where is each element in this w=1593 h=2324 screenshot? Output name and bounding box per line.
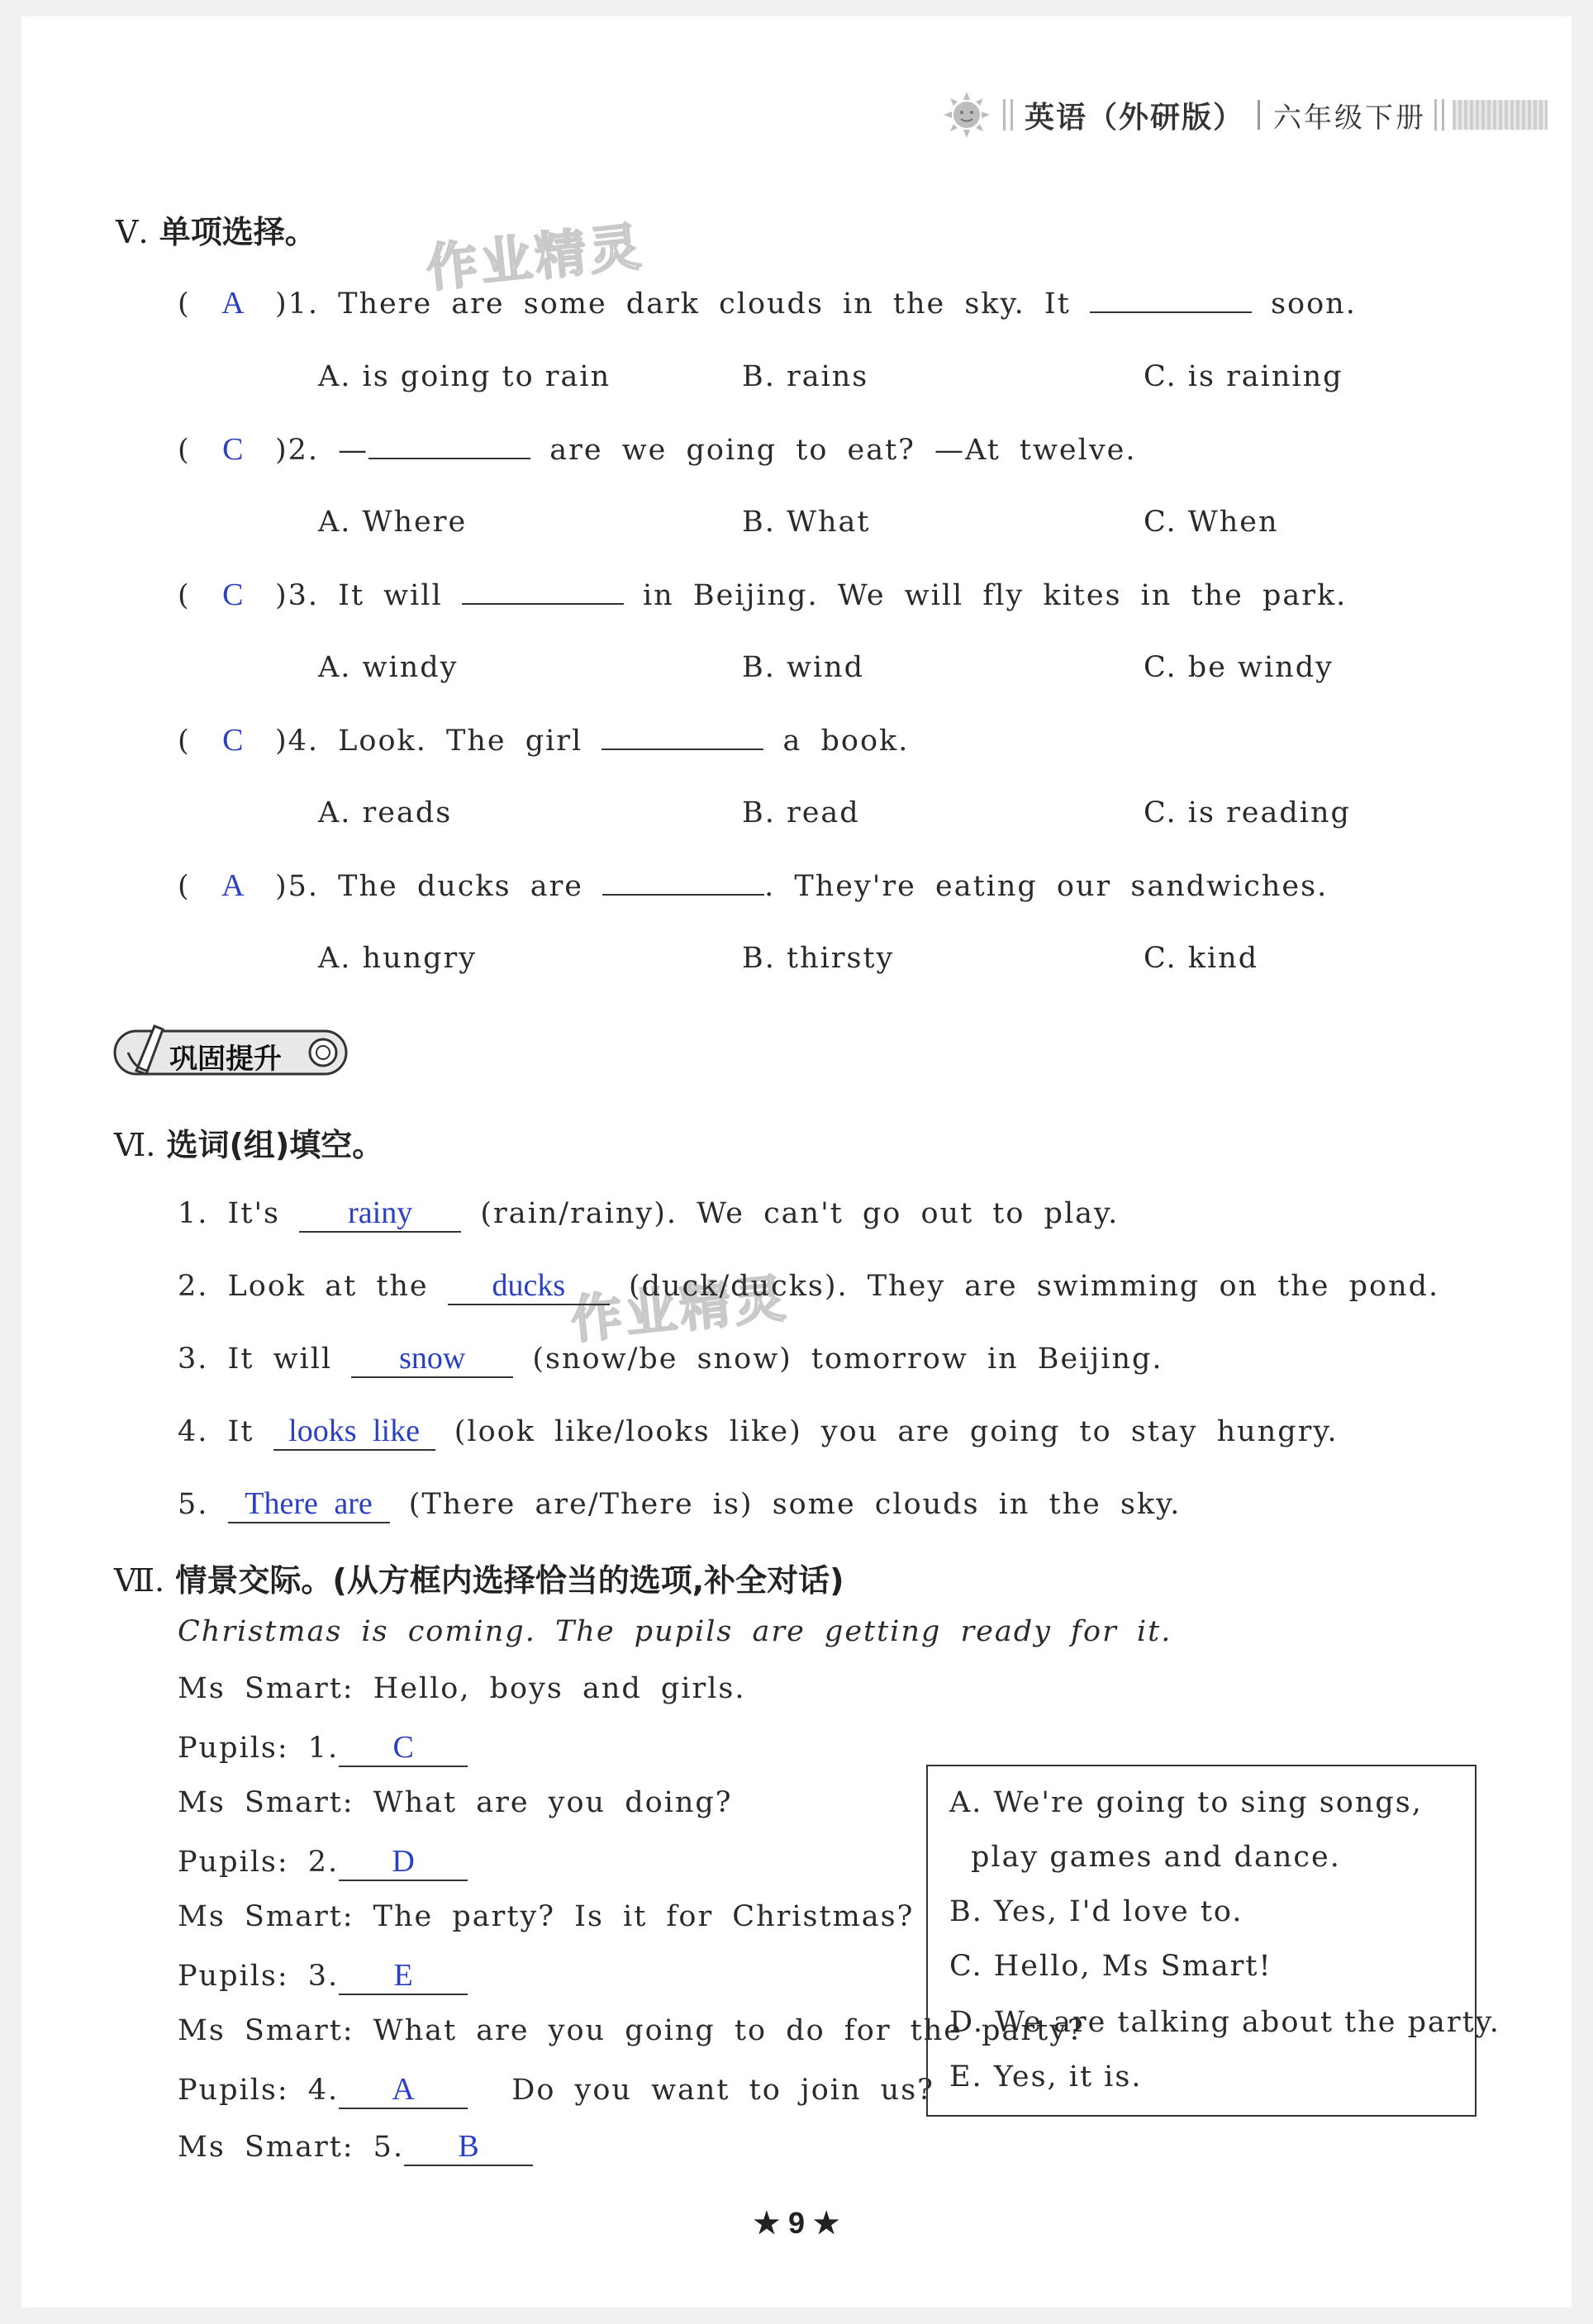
section-6-roman: Ⅵ. [114, 1127, 156, 1163]
watermark-top: 作业精灵 [423, 216, 647, 299]
section-7-title [114, 1555, 844, 1600]
section-6-title [114, 1119, 383, 1165]
section-badge [112, 1023, 351, 1081]
mc-4-option-c: C. is reading [1144, 796, 1351, 829]
mc-answer-1: A [221, 286, 245, 321]
mc-5-option-a: A. hungry [318, 942, 478, 975]
mc-answer-3: C [222, 577, 244, 612]
header-divider-bars [1003, 99, 1013, 131]
dialog-line-1: Ms Smart: Hello, boys and girls. [178, 1672, 746, 1705]
mc-4-option-a: A. reads [318, 796, 453, 829]
dialog-line-7: Ms Smart: What are you going to do for the party? [178, 2014, 1085, 2047]
mc-blank-5 [602, 869, 764, 896]
mc-num-3: )3. [274, 579, 319, 612]
fill-num-1: 1. [178, 1197, 209, 1230]
mc-answer-5: A [221, 868, 245, 903]
dialog-line-6-text: Pupils: 3. [178, 1960, 340, 1993]
section-7-roman: Ⅶ. [114, 1562, 165, 1599]
mc-5-option-c: C. kind [1144, 942, 1259, 975]
fill-pre-3: It will [227, 1343, 333, 1376]
mc-stem-4: Look. The girl [338, 725, 583, 758]
dialog-line-6 [178, 1957, 468, 1995]
section-5-roman: Ⅴ. [116, 214, 149, 250]
fill-item-5 [178, 1485, 1181, 1523]
mc-answer-4: C [222, 723, 244, 758]
header-shade-bar [1453, 100, 1548, 130]
header-separator [1258, 100, 1260, 130]
mc-1-option-a: A. is going to rain [318, 360, 611, 393]
dialog-line-8-after: Do you want to join us? [511, 2074, 934, 2107]
dialog-intro: Christmas is coming. The pupils are getting ready for it. [178, 1615, 1172, 1648]
box-option-a: A. We're going to sing songs, [949, 1786, 1423, 1819]
mc-1-option-b: B. rains [742, 360, 869, 393]
dialog-answer-4: A [339, 2071, 468, 2109]
paren-open: ( [178, 434, 191, 467]
dialog-line-8 [178, 2071, 934, 2109]
mc-stem-1: There are some dark clouds in the sky. It [338, 288, 1071, 321]
section-5-label: 单项选择。 [159, 214, 316, 250]
paren-open: ( [178, 725, 191, 758]
fill-item-4 [178, 1413, 1339, 1451]
fill-pre-2: Look at the [227, 1270, 429, 1303]
section-5-title [116, 207, 316, 252]
fill-pre-1: It's [227, 1197, 281, 1230]
mc-num-2: )2. [274, 434, 319, 467]
dialog-line-8-text: Pupils: 4. [178, 2074, 340, 2107]
dialog-answer-2: D [339, 1843, 468, 1881]
fill-num-3: 3. [178, 1343, 209, 1376]
mc-tail-5: . They're eating our sandwiches. [764, 870, 1329, 903]
fill-answer-5: There are [228, 1485, 390, 1523]
dialog-line-4 [178, 1843, 468, 1881]
mc-blank-2 [369, 433, 530, 459]
header-grade: 六年级下册 [1273, 101, 1427, 135]
mc-question-4 [178, 722, 909, 758]
page-header [942, 86, 1570, 144]
dialog-line-4-text: Pupils: 2. [178, 1846, 340, 1879]
dialog-line-9-text: Ms Smart: 5. [178, 2131, 405, 2164]
mc-tail-3: in Beijing. We will fly kites in the park. [642, 579, 1348, 612]
mc-num-4: )4. [274, 725, 319, 758]
mc-1-option-c: C. is raining [1144, 360, 1343, 393]
mc-blank-3 [462, 578, 624, 605]
fill-answer-4: looks like [273, 1413, 435, 1451]
box-option-a-cont: play games and dance. [971, 1841, 1341, 1874]
mc-stem-5: The ducks are [338, 870, 584, 903]
dialog-answer-3: E [339, 1957, 468, 1995]
mc-answer-2: C [222, 432, 244, 467]
dialog-answer-5: B [404, 2128, 533, 2166]
fill-num-5: 5. [178, 1488, 209, 1521]
mc-tail-2: are we going to eat? —At twelve. [549, 434, 1137, 467]
mc-num-1: )1. [274, 288, 319, 321]
mc-num-5: )5. [274, 870, 319, 903]
watermark-middle: 作业精灵 [568, 1267, 792, 1351]
mc-question-5 [178, 867, 1328, 904]
box-option-c: C. Hello, Ms Smart! [949, 1950, 1272, 1983]
box-option-e: E. Yes, it is. [949, 2060, 1143, 2094]
mc-2-option-c: C. When [1144, 506, 1279, 539]
fill-answer-3: snow [351, 1340, 513, 1378]
dialog-answer-1: C [339, 1729, 468, 1767]
section-6-label: 选词(组)填空。 [166, 1127, 384, 1163]
mc-question-3 [178, 577, 1347, 613]
fill-post-1: (rain/rainy). We can't go out to play. [480, 1197, 1120, 1230]
mc-tail-1: soon. [1271, 288, 1357, 321]
fill-post-3: (snow/be snow) tomorrow in Beijing. [532, 1343, 1163, 1376]
section-7-label: 情景交际。(从方框内选择恰当的选项,补全对话) [175, 1562, 844, 1599]
header-title: 英语（外研版） [1025, 100, 1245, 135]
mc-5-option-b: B. thirsty [742, 942, 895, 975]
mc-3-option-b: B. wind [742, 651, 865, 684]
dialog-line-2 [178, 1729, 468, 1767]
page-number: ★ 9 ★ [753, 2206, 840, 2240]
fill-num-2: 2. [178, 1270, 209, 1303]
dialog-line-9 [178, 2128, 533, 2166]
paren-open: ( [178, 579, 191, 612]
fill-answer-2: ducks [448, 1267, 610, 1305]
badge-label: 巩固提升 [169, 1043, 282, 1076]
mc-question-1 [178, 285, 1357, 321]
mc-3-option-c: C. be windy [1144, 651, 1334, 684]
sun-icon [942, 90, 991, 140]
fill-post-4: (look like/looks like) you are going to stay hungry. [454, 1415, 1339, 1448]
dialog-line-5: Ms Smart: The party? Is it for Christmas? [178, 1900, 915, 1933]
mc-blank-1 [1090, 287, 1252, 313]
dialog-options-box [926, 1765, 1500, 2117]
fill-item-3 [178, 1340, 1163, 1378]
mc-stem-2: — [338, 434, 369, 467]
dialog-line-3: Ms Smart: What are you doing? [178, 1786, 733, 1819]
mc-2-option-b: B. What [742, 506, 871, 539]
fill-pre-4: It [227, 1415, 254, 1448]
paren-open: ( [178, 288, 191, 321]
fill-post-2: (duck/ducks). They are swimming on the pond. [628, 1270, 1440, 1303]
box-option-d: D. We are talking about the party. [949, 2006, 1500, 2039]
fill-item-1 [178, 1195, 1119, 1233]
mc-4-option-b: B. read [742, 796, 860, 829]
mc-2-option-a: A. Where [318, 506, 468, 539]
fill-item-2 [178, 1267, 1439, 1305]
mc-stem-3: It will [338, 579, 443, 612]
header-divider-bars-right [1434, 99, 1444, 131]
dialog-line-2-text: Pupils: 1. [178, 1732, 340, 1765]
mc-tail-4: a book. [782, 725, 910, 758]
box-option-b: B. Yes, I'd love to. [949, 1895, 1243, 1928]
paren-open: ( [178, 870, 191, 903]
fill-answer-1: rainy [299, 1195, 461, 1233]
mc-question-2 [178, 431, 1136, 468]
fill-post-5: (There are/There is) some clouds in the sky. [408, 1488, 1182, 1521]
fill-num-4: 4. [178, 1415, 209, 1448]
mc-blank-4 [602, 724, 763, 750]
mc-3-option-a: A. windy [318, 651, 459, 684]
